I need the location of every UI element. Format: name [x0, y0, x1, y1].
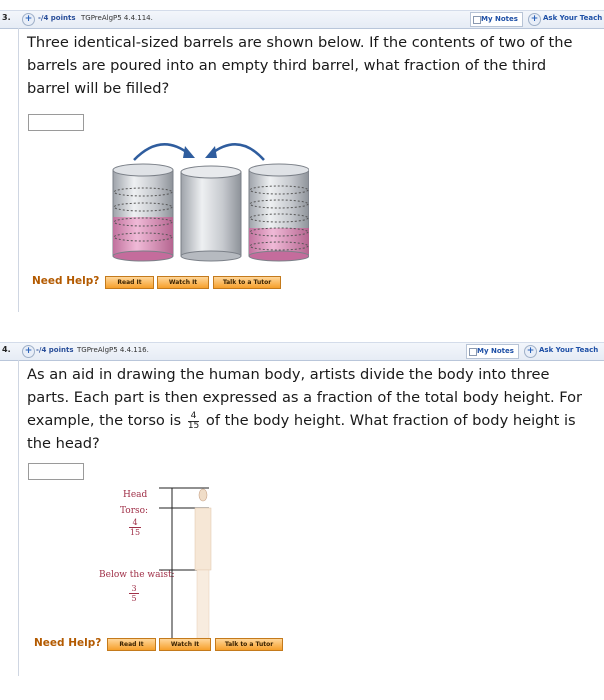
question-body [18, 360, 604, 676]
question-3 [0, 0, 604, 312]
below-waist-fraction: 3 5 [129, 584, 139, 603]
checkbox-icon [473, 16, 481, 24]
question-text-line: Three identical-sized barrels are shown below. If the contents of two of the [27, 34, 573, 51]
answer-input[interactable] [28, 463, 84, 480]
need-help-label: Need Help? [32, 275, 100, 287]
torso-shape [195, 508, 211, 570]
talk-to-tutor-button[interactable]: Talk to a Tutor [215, 638, 283, 651]
my-notes-label: My Notes [481, 15, 518, 23]
source-label: TGPreAlgP5 4.4.116. [77, 346, 149, 354]
question-text [27, 31, 572, 100]
question-header [0, 10, 604, 29]
expand-plus-icon[interactable]: + [22, 13, 35, 26]
talk-to-tutor-button[interactable]: Talk to a Tutor [213, 276, 281, 289]
torso-figure-fraction: 4 15 [129, 518, 141, 537]
need-help-label: Need Help? [34, 637, 102, 649]
barrel-right [249, 164, 309, 261]
arrowhead-icon [205, 146, 217, 158]
head-shape [199, 489, 207, 501]
question-text-line: barrel will be filled? [27, 80, 170, 97]
arrow-right [211, 144, 264, 160]
ask-plus-icon[interactable]: + [524, 345, 537, 358]
question-number: 4. [2, 345, 11, 354]
question-text [27, 363, 582, 455]
question-body [18, 28, 604, 312]
question-text-line: barrels are poured into an empty third barrel, what fraction of the third [27, 57, 547, 74]
head-label: Head [123, 490, 148, 500]
torso-label: Torso: [120, 506, 149, 516]
read-it-button[interactable]: Read It [105, 276, 154, 289]
points-label: -/4 points [38, 14, 76, 22]
legs-shape [197, 570, 209, 646]
arrowhead-icon [183, 146, 195, 158]
ask-teacher-link[interactable]: Ask Your Teach [543, 14, 603, 22]
barrel-middle [181, 166, 241, 261]
my-notes-button[interactable] [470, 12, 523, 27]
my-notes-label: My Notes [477, 347, 514, 355]
watch-it-button[interactable]: Watch It [159, 638, 211, 651]
answer-input[interactable] [28, 114, 84, 131]
source-label: TGPreAlgP5 4.4.114. [81, 14, 153, 22]
barrels-figure [89, 132, 309, 262]
question-number: 3. [2, 13, 11, 22]
torso-fraction: $\frac{4}{15}$ [187, 410, 200, 431]
question-text-line: As an aid in drawing the human body, artists divide the body into three [27, 366, 550, 383]
question-text-line: example, the torso is $\frac{4}{15}$ of the body height. What fraction of body height is [27, 410, 576, 431]
question-header [0, 342, 604, 361]
barrel-left [113, 164, 173, 261]
checkbox-icon [469, 348, 477, 356]
below-waist-label: Below the waist: [99, 570, 175, 580]
expand-plus-icon[interactable]: + [22, 345, 35, 358]
watch-it-button[interactable]: Watch It [157, 276, 209, 289]
arrow-left [134, 144, 189, 160]
question-4 [0, 336, 604, 676]
my-notes-button[interactable] [466, 344, 519, 359]
read-it-button[interactable]: Read It [107, 638, 156, 651]
question-text-line: the head? [27, 435, 100, 452]
question-text-line: parts. Each part is then expressed as a fraction of the total body height. For [27, 389, 583, 406]
ask-teacher-link[interactable]: Ask Your Teach [539, 346, 599, 354]
ask-plus-icon[interactable]: + [528, 13, 541, 26]
points-label: -/4 points [36, 346, 74, 354]
